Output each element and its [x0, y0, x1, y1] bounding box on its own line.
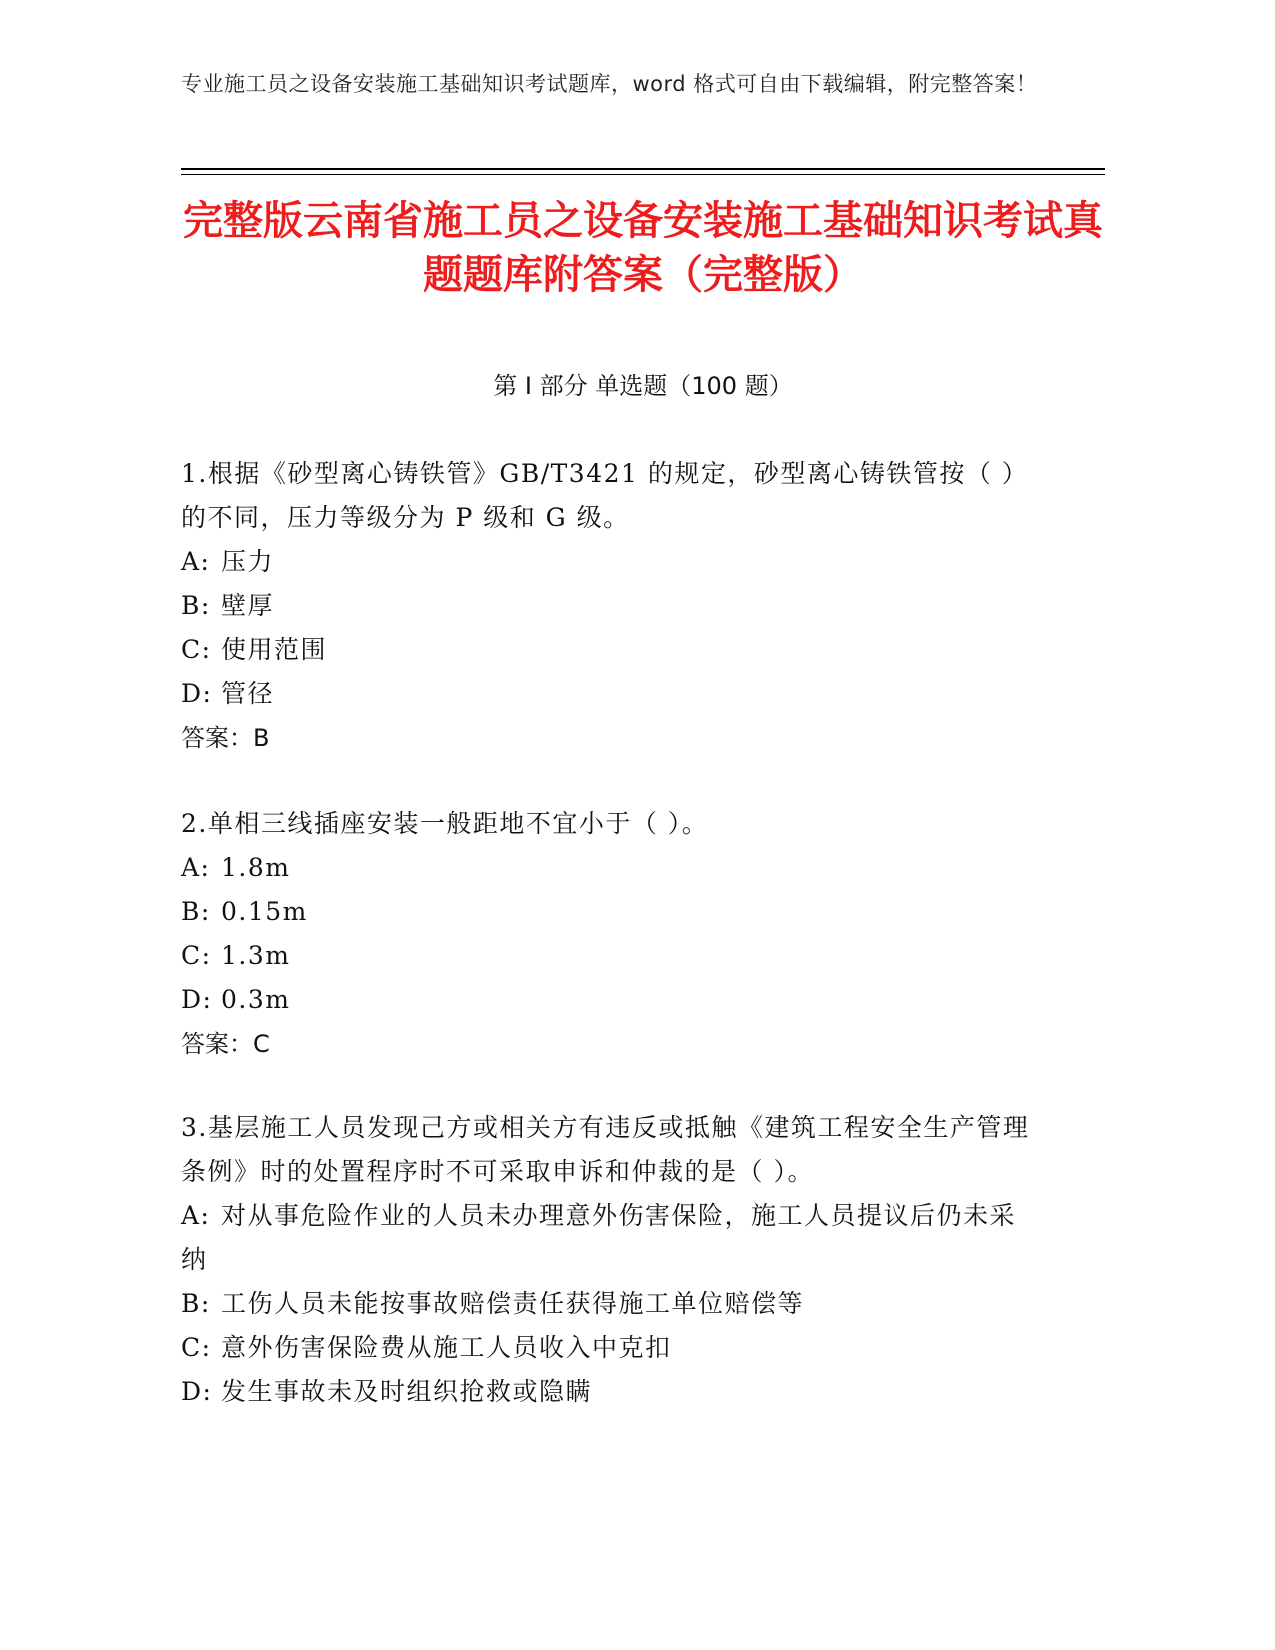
option-key: A: [181, 1201, 211, 1230]
question-3 [181, 1106, 1041, 1414]
option-text: 0.3m [221, 985, 291, 1014]
option-text: 管径 [221, 679, 275, 708]
option-key: D: [181, 679, 213, 708]
option-a [181, 846, 1041, 890]
question-2 [181, 802, 1041, 1066]
option-key: C: [181, 1333, 212, 1362]
section-heading: 第 I 部分 单选题（100 题） [493, 372, 793, 400]
document-title: 完整版云南省施工员之设备安装施工基础知识考试真题题库附答案（完整版） [183, 198, 1103, 298]
option-text: 壁厚 [221, 591, 275, 620]
option-b [181, 890, 1041, 934]
option-key: D: [181, 1377, 213, 1406]
header-note: 专业施工员之设备安装施工基础知识考试题库，word 格式可自由下载编辑，附完整答案！ [181, 72, 1038, 96]
option-text: 1.8m [221, 853, 291, 882]
option-text: 发生事故未及时组织抢救或隐瞒 [221, 1377, 593, 1406]
option-text: 0.15m [221, 897, 308, 926]
option-key: B: [181, 897, 211, 926]
option-a [181, 1194, 1041, 1282]
option-text: 工伤人员未能按事故赔偿责任获得施工单位赔偿等 [221, 1289, 805, 1318]
question-1 [181, 452, 1041, 760]
option-d [181, 672, 1041, 716]
answer-line: 答案：B [181, 724, 270, 752]
option-b [181, 1282, 1041, 1326]
question-stem: 1.根据《砂型离心铸铁管》GB/T3421 的规定，砂型离心铸铁管按（ ）的不同，压力等级分为 P 级和 G 级。 [181, 459, 1029, 532]
option-c [181, 1326, 1041, 1370]
question-stem: 3.基层施工人员发现己方或相关方有违反或抵触《建筑工程安全生产管理条例》时的处置程序时不可采取申诉和仲裁的是（ ）。 [181, 1113, 1030, 1186]
option-c [181, 934, 1041, 978]
option-text: 1.3m [221, 941, 291, 970]
option-b [181, 584, 1041, 628]
header-divider-thick [181, 168, 1105, 170]
option-text: 压力 [221, 547, 275, 576]
answer-line: 答案：C [181, 1030, 270, 1058]
option-c [181, 628, 1041, 672]
option-key: B: [181, 591, 211, 620]
option-a [181, 540, 1041, 584]
question-stem: 2.单相三线插座安装一般距地不宜小于（ ）。 [181, 809, 709, 838]
header-divider-thin [181, 174, 1105, 175]
option-d [181, 1370, 1041, 1414]
option-d [181, 978, 1041, 1022]
option-key: B: [181, 1289, 211, 1318]
option-text: 对从事危险作业的人员未办理意外伤害保险，施工人员提议后仍未采纳 [181, 1201, 1017, 1274]
option-text: 意外伤害保险费从施工人员收入中克扣 [221, 1333, 672, 1362]
option-key: C: [181, 941, 212, 970]
option-key: D: [181, 985, 213, 1014]
option-key: C: [181, 635, 212, 664]
option-text: 使用范围 [221, 635, 328, 664]
option-key: A: [181, 853, 211, 882]
option-key: A: [181, 547, 211, 576]
